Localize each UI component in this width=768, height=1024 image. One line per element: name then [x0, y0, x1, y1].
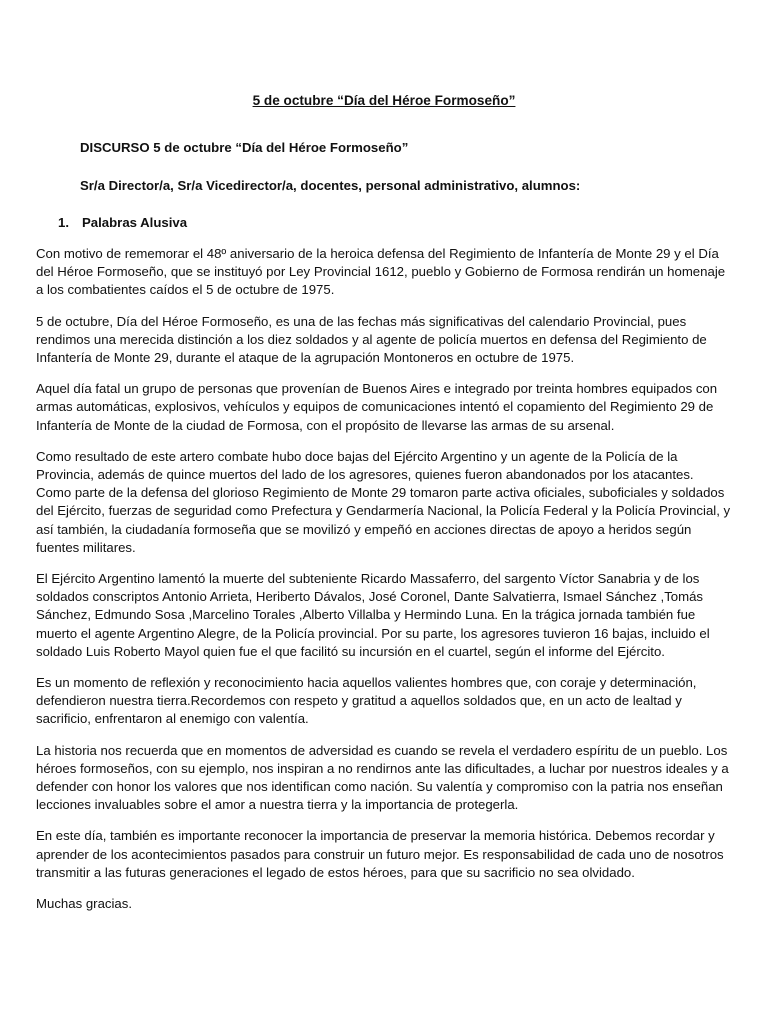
section-heading — [58, 214, 187, 232]
addressees-line: Sr/a Director/a, Sr/a Vicedirector/a, docentes, personal administrativo, alumnos: — [80, 178, 581, 193]
paragraph-4: Como resultado de este artero combate hubo doce bajas del Ejército Argentino y un agente de la Policía de la Provincia, además de quince muertos del lado de los agresores, quienes fueron abandonados por los atacantes. Como parte de la defensa del glorioso Regimiento de Monte 29 tomaron parte activa oficiales, suboficiales y soldados del Ejército, fuerzas de seguridad como Prefectura y Gendarmería Nacional, la Policía Federal y la Policía Provincial, y así también, la ciudadanía formoseña que se movilizó y empeñó en acciones directas de apoyo a heridos según fuentes militares. — [36, 448, 731, 555]
paragraph-1: Con motivo de rememorar el 48º aniversario de la heroica defensa del Regimiento de Infantería de Monte 29 y el Día del Héroe Formoseño, que se instituyó por Ley Provincial 1612, pueblo y Gobierno de Formosa rendirán un homenaje a los combatientes caídos el 5 de octubre de 1975. — [36, 246, 726, 298]
paragraph-7: La historia nos recuerda que en momentos de adversidad es cuando se revela el verdadero espíritu de un pueblo. Los héroes formoseños, con su ejemplo, nos inspiran a no rendirnos ante las dificultades, a luchar por nuestros ideales y a defender con honor los valores que nos identifican como nación. Su valentía y compromiso con la patria nos enseñan lecciones invaluables sobre el amor a nuestra tierra y la importancia de protegerla. — [36, 742, 729, 813]
section-number: 1. — [58, 215, 69, 230]
paragraph-3: Aquel día fatal un grupo de personas que provenían de Buenos Aires e integrado por treinta hombres equipados con armas automáticas, explosivos, vehículos y equipos de comunicaciones intentó el copamiento del Regimiento 29 de Infantería de Monte de la ciudad de Formosa, con el propósito de llevarse las armas de su arsenal. — [36, 381, 718, 433]
paragraph-5: El Ejército Argentino lamentó la muerte del subteniente Ricardo Massaferro, del sargento Víctor Sanabria y de los soldados conscriptos Antonio Arrieta, Heriberto Dávalos, José Coronel, Dante Salvatierra, Ismael Sánchez ,Tomás Sánchez, Edmundo Sosa ,Marcelino Torales ,Alberto Villalba y Hermindo Luna. En la trágica jornada también fue muerto el agente Argentino Alegre, de la Policía provincial. Por su parte, los agresores tuvieron 16 bajas, incluido el soldado Luis Roberto Mayol quien fue el que facilitó su incursión en el cuartel, según el informe del Ejército. — [36, 571, 710, 659]
section-label: Palabras Alusiva — [82, 215, 188, 230]
paragraph-6: Es un momento de reflexión y reconocimiento hacia aquellos valientes hombres que, con coraje y determinación, defendieron nuestra tierra.Recordemos con respeto y gratitud a aquellos soldados que, en un acto de lealtad y sacrificio, enfrentaron al enemigo con valentía. — [36, 675, 697, 727]
paragraph-8: En este día, también es importante reconocer la importancia de preservar la memoria histórica. Debemos recordar y aprender de los acontecimientos pasados para construir un futuro mejor. Es responsabilidad de cada uno de nosotros transmitir a las futuras generaciones el legado de estos héroes, para que su sacrificio no sea olvidado. — [36, 828, 724, 880]
document-title: 5 de octubre “Día del Héroe Formoseño” — [252, 93, 516, 108]
closing-line: Muchas gracias. — [36, 896, 133, 912]
paragraph-2: 5 de octubre, Día del Héroe Formoseño, es una de las fechas más significativas del calendario Provincial, pues rendimos una merecida distinción a los diez soldados y al agente de policía muertos en defensa del Regimiento de Infantería de Monte 29, durante el ataque de la agrupación Montoneros en octubre de 1975. — [36, 313, 707, 366]
document-body — [36, 245, 732, 926]
discurso-heading: DISCURSO 5 de octubre “Día del Héroe Formoseño” — [80, 140, 409, 155]
